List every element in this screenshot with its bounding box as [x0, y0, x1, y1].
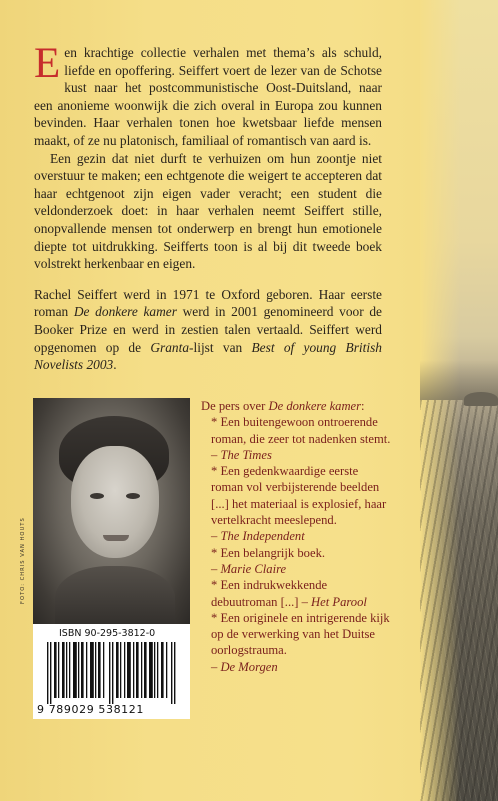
barcode-bars: [47, 642, 177, 704]
drop-cap: E: [34, 40, 61, 87]
barcode: [33, 624, 190, 719]
author-bio: Rachel Seiffert werd in 1971 te Oxford geboren. Haar eerste roman De donkere kamer werd in 2001 genomineerd voor de Booker Prize en werd in zestien talen vertaald. Seiffert werd opgenomen op de Granta-lijst van Best of young British Novelists 2003.: [34, 286, 383, 373]
review-item: * Een originele en intrigerende kijk op de verwerking van het Duitse oorlogstrauma. – De Morgen: [211, 610, 390, 674]
photo-credit: FOTO: CHRIS VAN HOUTS: [20, 517, 26, 604]
blurb-paragraph-1: Een krachtige collectie verhalen met thema’s als schuld, liefde en opoffering. Seiffert voert de lezer van de Schotse kust naar het postcommunistische Oost-Duitsland, naar een anonieme woonwijk die zich overal in Europa zou kunnen bevinden. Haar verhalen tonen hoe kwetsbaar liefde mensen maakt, of ze nu platonisch, familiaal of romantisch van aard is.: [34, 40, 382, 148]
author-photo: [33, 398, 190, 624]
blurb-paragraph-2: Een gezin dat niet durft te verhuizen om hun zoontje niet overstuur te maken; een echtgenote die weigert te accepteren dat haar echtgenoot zijn eigen vader veracht; een student die veldonderzoek doet: in haar verhalen neemt Seiffert stille, onopvallende mensen tot onderwerp en brengt hun emotionele diepte tot uitdrukking. Seifferts toon is al bij dit tweede boek volstrekt herkenbaar en eigen.: [34, 150, 382, 272]
landscape-photo-strip: [420, 0, 498, 801]
review-item: * Een gedenkwaardige eerste roman vol verbijsterende beelden [...] het materiaal is explosief, haar vertelkracht meeslepend. – The Independent: [211, 464, 387, 544]
press-reviews: [201, 398, 391, 675]
review-item: * Een belangrijk boek. – Marie Claire: [211, 545, 326, 576]
review-item: * Een indrukwekkende debuutroman [...] – Het Parool: [211, 578, 367, 609]
review-item: * Een buitengewoon ontroerende roman, die zeer tot nadenken stemt. – The Times: [211, 415, 391, 462]
reviews-intro: De pers over De donkere kamer:: [201, 399, 365, 413]
isbn-label: ISBN 90-295-3812-0: [59, 628, 156, 639]
barcode-number: 9 789029 538121: [37, 703, 144, 716]
blurb-text: [34, 40, 383, 374]
